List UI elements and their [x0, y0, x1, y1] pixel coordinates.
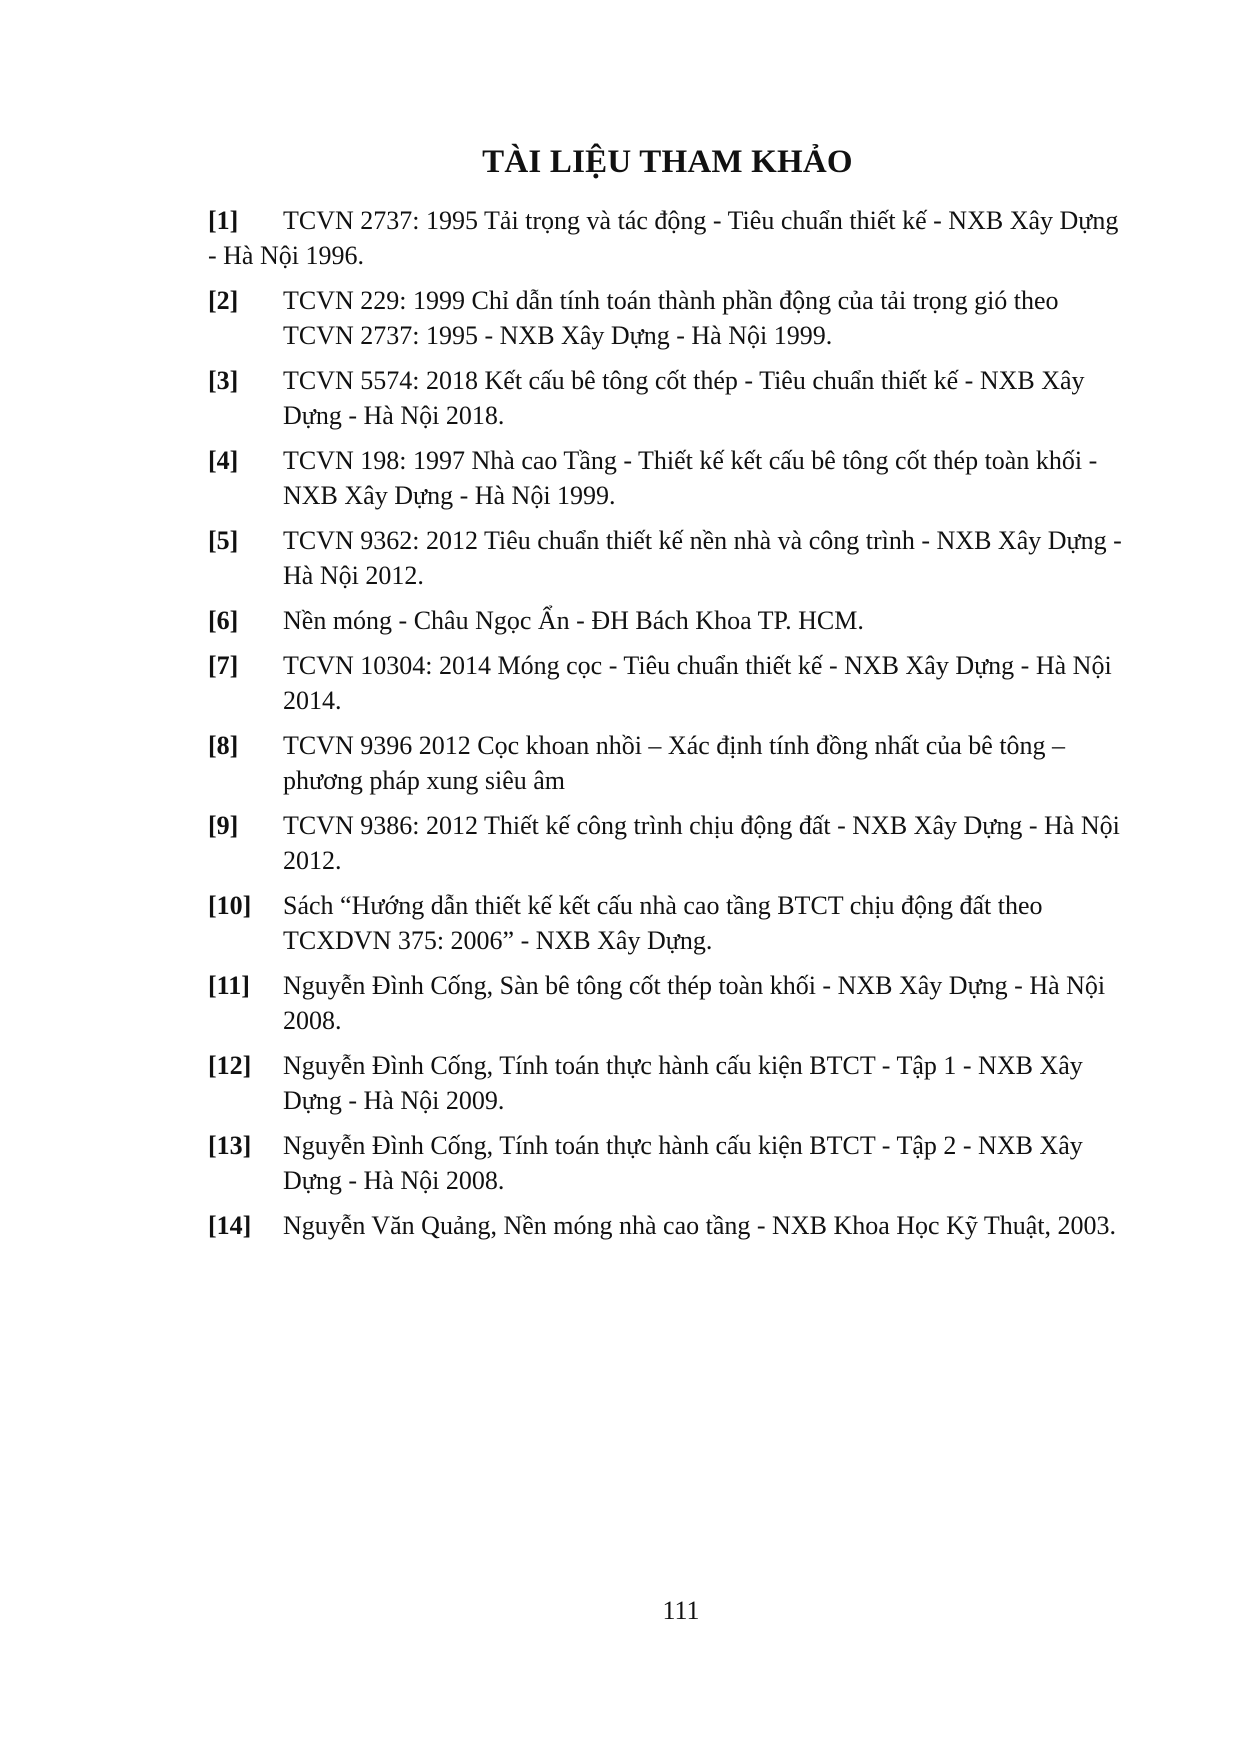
- reference-number: [7]: [208, 651, 239, 680]
- reference-item: [208, 523, 1128, 593]
- reference-item: [208, 1128, 1128, 1198]
- reference-item: [208, 888, 1128, 958]
- reference-item: [208, 283, 1128, 353]
- reference-list: [208, 203, 1128, 1253]
- reference-text: TCVN 229: 1999 Chỉ dẫn tính toán thành phần động của tải trọng gió theo TCVN 2737: 1995 - NXB Xây Dựng - Hà Nội 1999.: [283, 286, 1059, 350]
- reference-number: [1]: [208, 206, 239, 235]
- reference-item: [208, 648, 1128, 718]
- reference-text: Nguyễn Văn Quảng, Nền móng nhà cao tầng - NXB Khoa Học Kỹ Thuật, 2003.: [283, 1211, 1117, 1240]
- reference-text: TCVN 9386: 2012 Thiết kế công trình chịu động đất - NXB Xây Dựng - Hà Nội 2012.: [283, 811, 1120, 875]
- reference-text: Nguyễn Đình Cống, Sàn bê tông cốt thép toàn khối - NXB Xây Dựng - Hà Nội 2008.: [283, 971, 1106, 1035]
- page-title: TÀI LIỆU THAM KHẢO: [482, 144, 853, 180]
- reference-number: [4]: [208, 446, 239, 475]
- reference-text: Nền móng - Châu Ngọc Ẩn - ĐH Bách Khoa TP. HCM.: [283, 606, 864, 635]
- reference-number: [3]: [208, 366, 239, 395]
- reference-item: [208, 443, 1128, 513]
- reference-text: TCVN 198: 1997 Nhà cao Tầng - Thiết kế kết cấu bê tông cốt thép toàn khối - NXB Xây Dựng - Hà Nội 1999.: [283, 446, 1098, 510]
- page-number: 111: [662, 1596, 700, 1625]
- reference-text: Sách “Hướng dẫn thiết kế kết cấu nhà cao tầng BTCT chịu động đất theo TCXDVN 375: 2006” - NXB Xây Dựng.: [283, 891, 1043, 955]
- reference-item: [208, 968, 1128, 1038]
- reference-text: TCVN 9396 2012 Cọc khoan nhồi – Xác định tính đồng nhất của bê tông – phương pháp xung siêu âm: [283, 731, 1066, 795]
- reference-text: Nguyễn Đình Cống, Tính toán thực hành cấu kiện BTCT - Tập 1 - NXB Xây Dựng - Hà Nội 2009.: [283, 1051, 1083, 1115]
- reference-item: [208, 808, 1128, 878]
- reference-text: TCVN 2737: 1995 Tải trọng và tác động - Tiêu chuẩn thiết kế - NXB Xây Dựng - Hà Nội 1996.: [208, 206, 1119, 270]
- reference-number: [14]: [208, 1211, 252, 1240]
- reference-item: [208, 1048, 1128, 1118]
- reference-number: [13]: [208, 1131, 252, 1160]
- reference-item: [208, 1208, 1128, 1243]
- reference-text: Nguyễn Đình Cống, Tính toán thực hành cấu kiện BTCT - Tập 2 - NXB Xây Dựng - Hà Nội 2008.: [283, 1131, 1083, 1195]
- reference-item: [208, 728, 1128, 798]
- reference-number: [10]: [208, 891, 252, 920]
- reference-number: [5]: [208, 526, 239, 555]
- reference-text: TCVN 10304: 2014 Móng cọc - Tiêu chuẩn thiết kế - NXB Xây Dựng - Hà Nội 2014.: [283, 651, 1112, 715]
- reference-number: [8]: [208, 731, 239, 760]
- reference-number: [6]: [208, 606, 239, 635]
- reference-item: [208, 363, 1128, 433]
- reference-item: [208, 203, 1128, 273]
- reference-item: [208, 603, 1128, 638]
- reference-number: [12]: [208, 1051, 252, 1080]
- reference-text: TCVN 9362: 2012 Tiêu chuẩn thiết kế nền nhà và công trình - NXB Xây Dựng - Hà Nội 2012.: [283, 526, 1122, 590]
- reference-text: TCVN 5574: 2018 Kết cấu bê tông cốt thép - Tiêu chuẩn thiết kế - NXB Xây Dựng - Hà Nội 2018.: [283, 366, 1085, 430]
- reference-number: [2]: [208, 286, 239, 315]
- reference-number: [9]: [208, 811, 239, 840]
- reference-number: [11]: [208, 971, 250, 1000]
